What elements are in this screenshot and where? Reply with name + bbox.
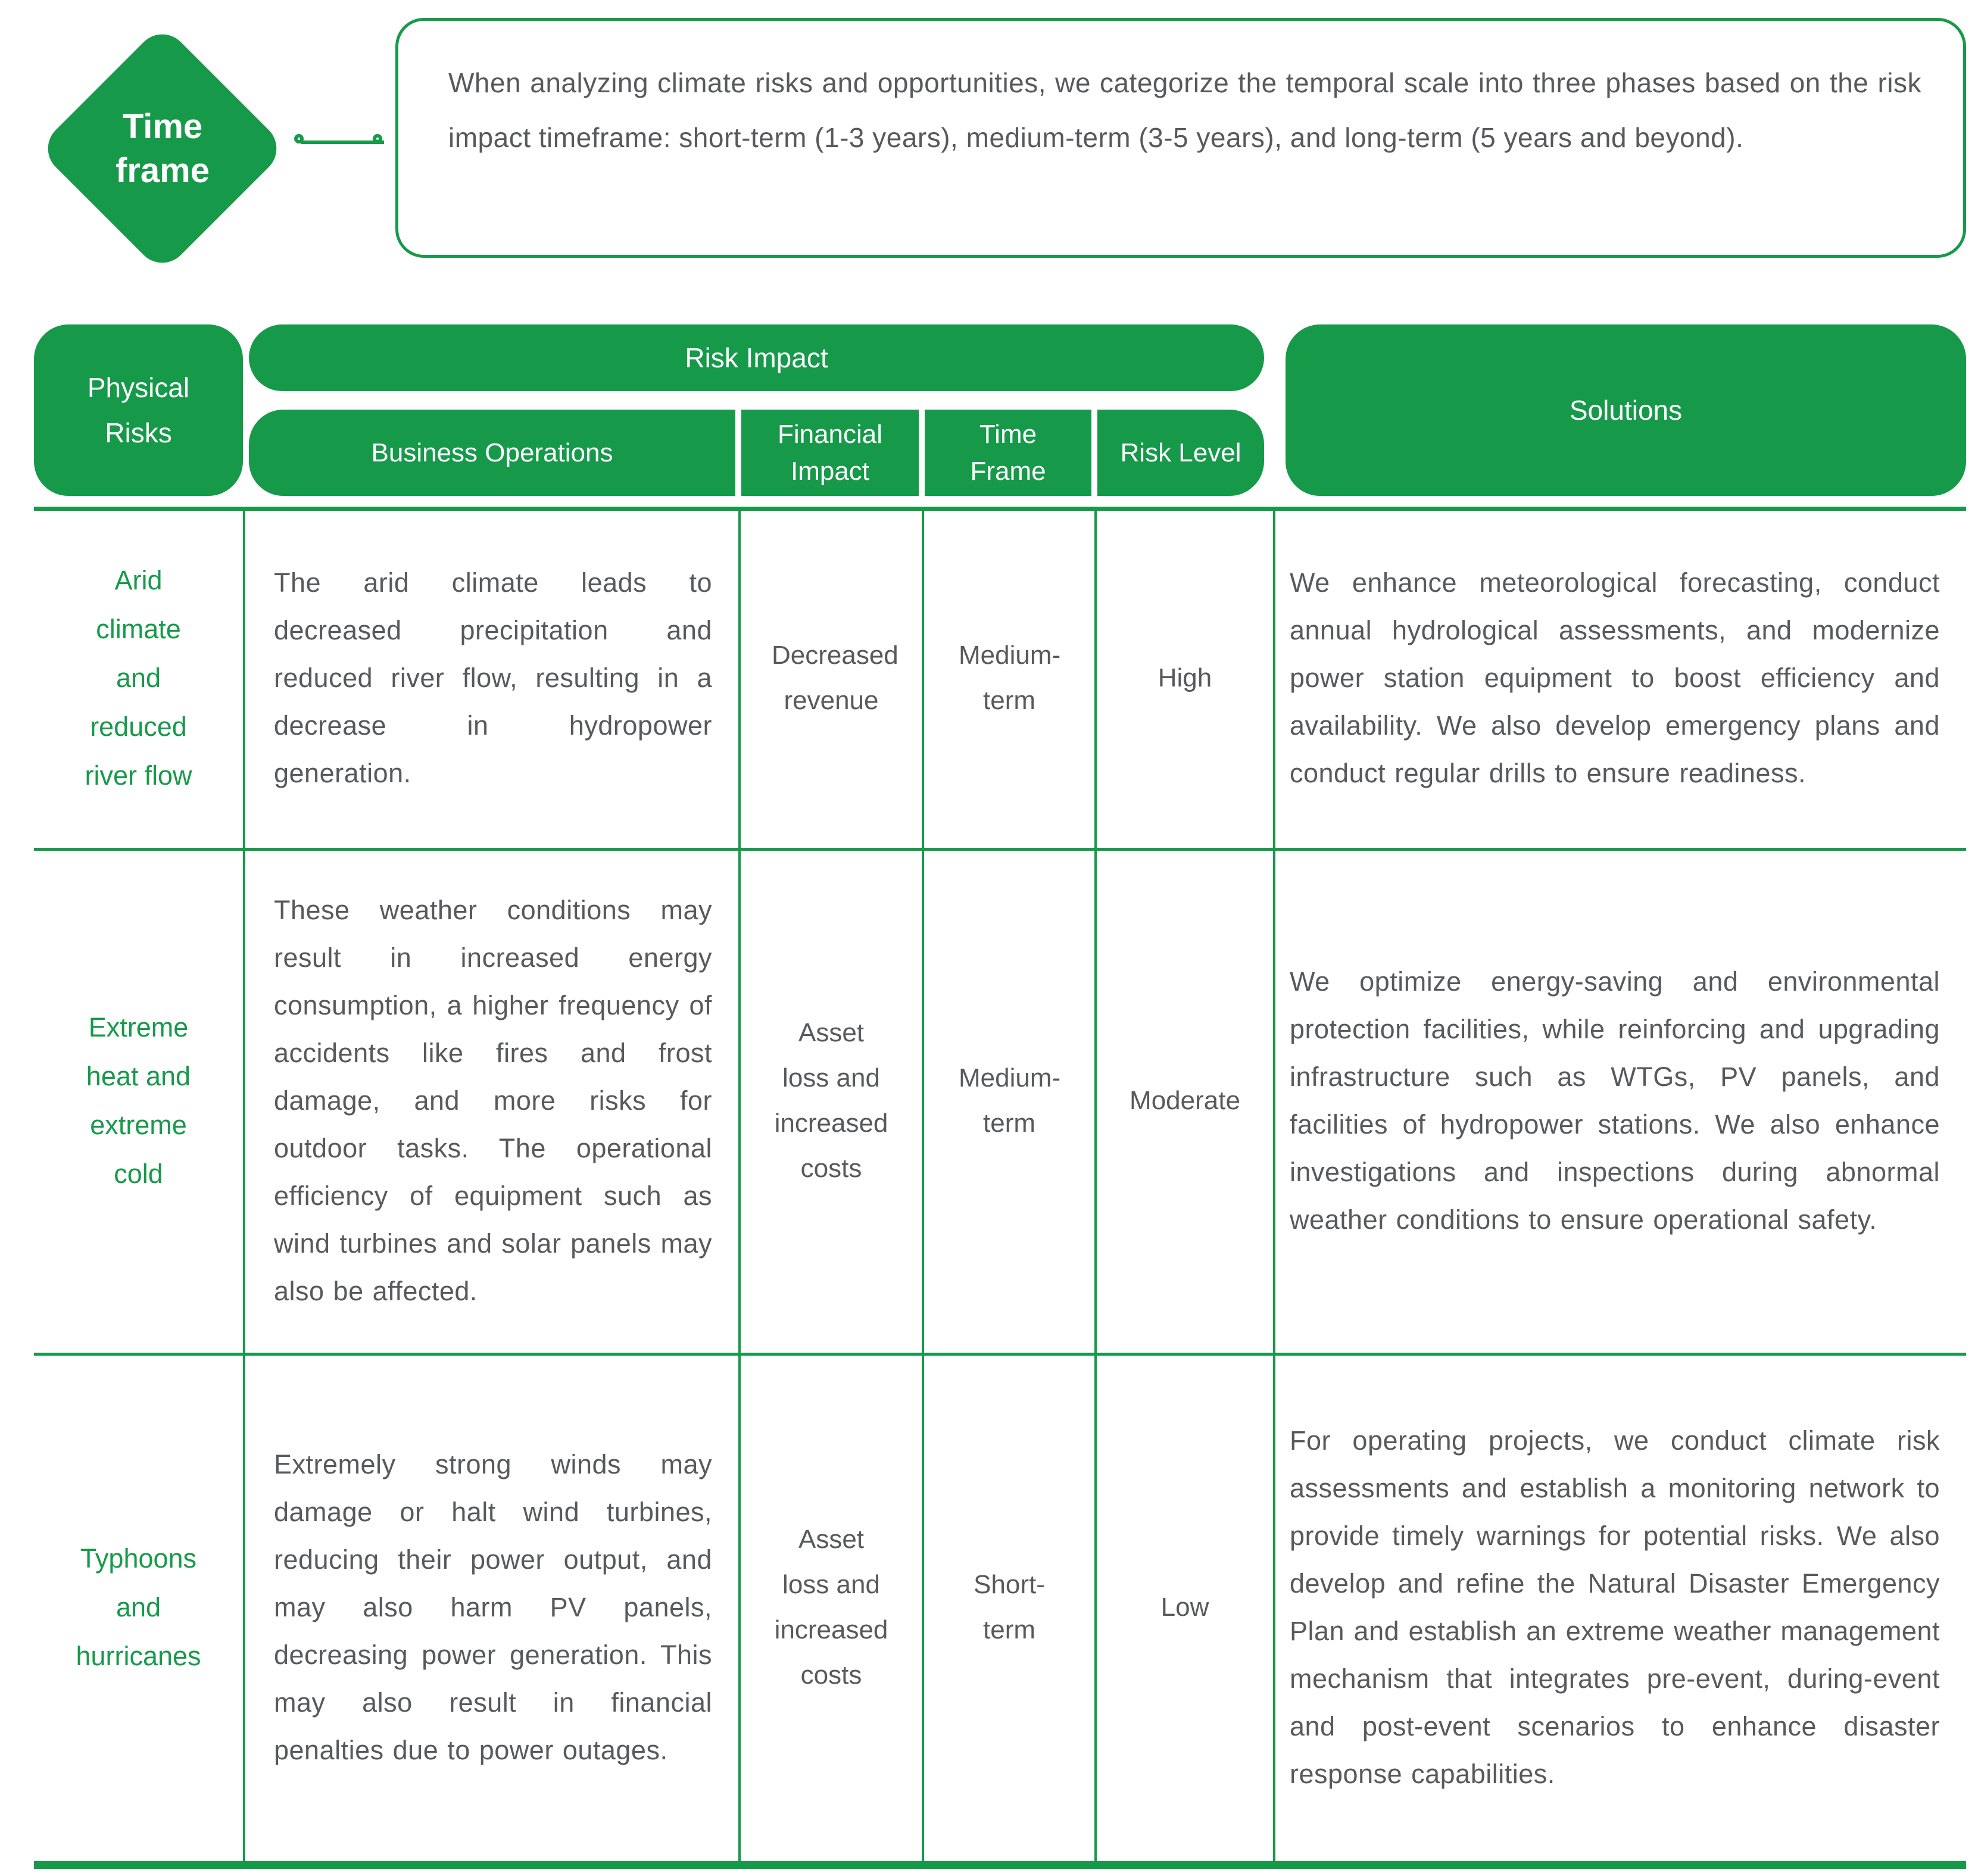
physical-risk-label: Arid climate and reduced river flow — [85, 565, 192, 791]
header-business-operations-label: Business Operations — [371, 438, 613, 467]
cell-financial-impact — [741, 1356, 922, 1859]
cell-risk-level — [1097, 851, 1273, 1350]
cell-solutions — [1275, 1356, 1966, 1859]
cell-physical-risk — [34, 511, 243, 845]
financial-impact-value: Decreased revenue — [772, 641, 898, 715]
timeframe-diamond-text: Time frame — [116, 107, 210, 190]
timeframe-diamond-label — [38, 24, 288, 274]
risk-level-value: Low — [1160, 1592, 1209, 1622]
header-solutions-label: Solutions — [1569, 395, 1683, 426]
cell-financial-impact — [741, 851, 922, 1350]
header-risk-level-label: Risk Level — [1120, 438, 1241, 467]
cell-physical-risk — [34, 851, 243, 1350]
cell-physical-risk — [34, 1356, 243, 1859]
risk-level-value: High — [1158, 663, 1212, 692]
connector-dot-right — [373, 134, 382, 143]
header-risk-level — [1097, 410, 1264, 496]
risk-level-value: Moderate — [1130, 1085, 1240, 1115]
solutions-text: For operating projects, we conduct climate risk assessments and establish a monitoring network to provide timely warnings for potential risks. We also develop and refine the Natural Disaster Emergency Plan and establish an extreme weather management mechanism that integrates pre-event, during-event and post-event scenarios to enhance disaster response capabilities. — [1290, 1425, 1940, 1789]
table-row — [0, 1356, 1978, 1859]
cell-risk-level — [1097, 511, 1273, 845]
cell-risk-level — [1097, 1356, 1273, 1859]
table-row — [0, 851, 1978, 1350]
time-frame-value: Short-term — [974, 1569, 1045, 1644]
timeframe-description: When analyzing climate risks and opportunities, we categorize the temporal scale into three phases based on the risk impact timeframe: short-term (1-3 years), medium-term (3-5 years), and long-term (5 years and beyond). — [448, 67, 1921, 153]
connector-line — [301, 141, 384, 144]
business-operations-text: Extremely strong winds may damage or halt wind turbines, reducing their power output, and may also harm PV panels, decreasing power generation. This may also result in financial penalties due to power outages. — [274, 1449, 712, 1765]
header-time-frame — [925, 410, 1091, 496]
physical-risk-label: Typhoons and hurricanes — [76, 1543, 201, 1671]
cell-time-frame — [924, 511, 1094, 845]
cell-solutions — [1275, 511, 1966, 845]
table-row — [0, 511, 1978, 845]
solutions-text: We enhance meteorological forecasting, conduct annual hydrological assessments, and modernize power station equipment to boost efficiency and availability. We also develop emergency plans and conduct regular drills to ensure readiness. — [1290, 567, 1940, 788]
table-bottom-border — [34, 1861, 1966, 1869]
header-time-frame-label: Time Frame — [970, 419, 1046, 486]
header-financial-impact — [741, 410, 919, 496]
cell-time-frame — [924, 851, 1094, 1350]
header-financial-impact-label: Financial Impact — [777, 419, 883, 486]
cell-business-operations — [245, 511, 738, 845]
cell-financial-impact — [741, 511, 922, 845]
table-top-border — [34, 507, 1966, 511]
header-business-operations — [249, 410, 735, 496]
financial-impact-value: Asset loss and increased costs — [774, 1524, 888, 1690]
business-operations-text: These weather conditions may result in increased energy consumption, a higher frequency of accidents like fires and frost damage, and more risks for outdoor tasks. The operational efficiency of equipment such as wind turbines and solar panels may also be affected. — [274, 894, 712, 1306]
cell-business-operations — [245, 851, 738, 1350]
cell-business-operations — [245, 1356, 738, 1859]
physical-risk-label: Extreme heat and extreme cold — [86, 1012, 191, 1189]
header-risk-impact — [249, 324, 1264, 391]
timeframe-callout-box — [395, 18, 1966, 258]
solutions-text: We optimize energy-saving and environmental protection facilities, while reinforcing and upgrading infrastructure such as WTGs, PV panels, and facilities of hydropower stations. We also enhance investigations and inspections during abnormal weather conditions to ensure operational safety. — [1290, 966, 1940, 1235]
connector-dot-left — [294, 134, 304, 143]
header-physical-risks — [34, 324, 243, 496]
time-frame-value: Medium-term — [959, 1063, 1061, 1138]
business-operations-text: The arid climate leads to decreased precipitation and reduced river flow, resulting in a decrease in hydropower generation. — [274, 567, 712, 788]
financial-impact-value: Asset loss and increased costs — [774, 1017, 888, 1183]
header-solutions — [1286, 324, 1966, 496]
time-frame-value: Medium-term — [959, 641, 1061, 715]
header-physical-risks-label: Physical Risks — [87, 372, 190, 448]
header-subrow — [249, 410, 1264, 496]
cell-solutions — [1275, 851, 1966, 1350]
cell-time-frame — [924, 1356, 1094, 1859]
header-risk-impact-label: Risk Impact — [685, 342, 828, 373]
